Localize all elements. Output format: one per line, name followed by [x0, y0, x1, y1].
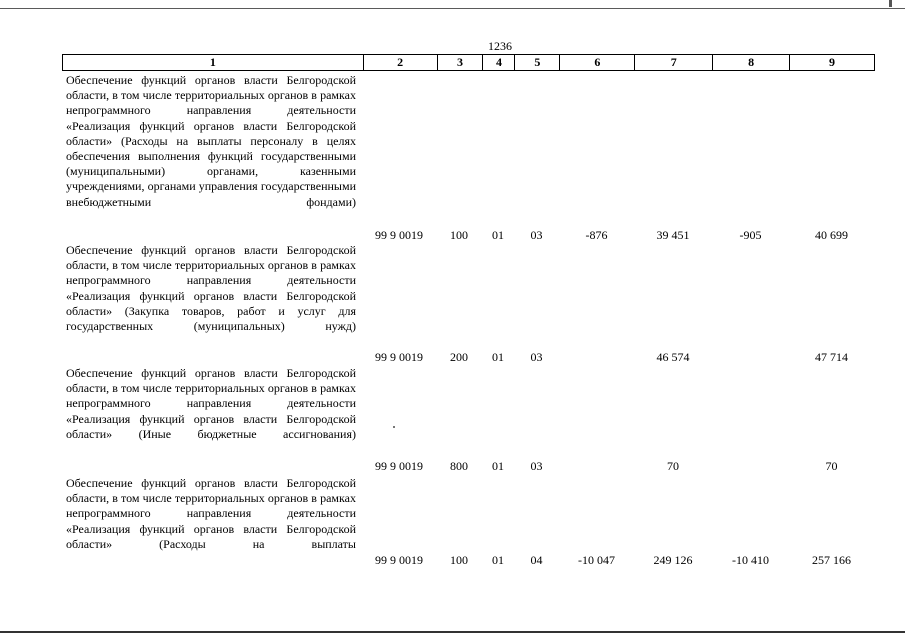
cell-col-9: 40 699: [815, 228, 848, 242]
cell-col-6: -10 047: [578, 553, 615, 567]
header-col-2: 2: [363, 55, 437, 70]
cell-subsection: 03: [530, 228, 543, 242]
scan-mark: [889, 0, 892, 7]
scan-edge-bottom: [0, 631, 905, 633]
cell-col-7: 39 451: [656, 228, 690, 242]
cell-col-8: -905: [739, 228, 762, 242]
header-col-9: 9: [789, 55, 874, 70]
cell-col-8: -10 410: [732, 553, 769, 567]
cell-section: 01: [492, 553, 504, 567]
cell-section: 01: [492, 459, 504, 473]
cell-target-code: 99 9 0019: [375, 459, 423, 473]
table-row: [62, 476, 875, 568]
cell-col-7: 46 574: [656, 350, 690, 364]
table-row: [62, 243, 875, 365]
table-row: [62, 73, 875, 243]
cell-col-9: 257 166: [812, 553, 851, 567]
scan-speck: [393, 426, 395, 428]
cell-subsection: 04: [530, 553, 543, 567]
cell-target-code: 99 9 0019: [375, 228, 423, 242]
cell-target-code: 99 9 0019: [375, 553, 423, 567]
header-col-1: 1: [209, 55, 216, 69]
row-description: Обеспечение функций органов власти Белгородской области, в том числе территориальных органов в рамках непрограммного направления деятельности «Реализация функций органов власти Белгородской области» (Закупка товаров, работ и услуг для государственных (муниципальных) нужд): [66, 243, 356, 334]
cell-col-7: 249 126: [653, 553, 693, 567]
cell-col-6: -876: [585, 228, 608, 242]
header-col-5: 5: [514, 55, 559, 70]
cell-subsection: 03: [530, 459, 543, 473]
header-col-7: 7: [634, 55, 712, 70]
header-col-8: 8: [712, 55, 789, 70]
cell-col-9: 47 714: [815, 350, 848, 364]
cell-expense-type: 200: [450, 350, 468, 364]
page-number: 1236: [488, 39, 512, 53]
cell-section: 01: [492, 228, 504, 242]
row-description: Обеспечение функций органов власти Белгородской области, в том числе территориальных органов в рамках непрограммного направления деятельности «Реализация функций органов власти Белгородской области» (Расходы на выплаты: [66, 476, 356, 551]
cell-target-code: 99 9 0019: [375, 350, 423, 364]
cell-section: 01: [492, 350, 504, 364]
scan-edge-top: [0, 8, 905, 9]
header-col-4: 4: [482, 55, 514, 70]
table-header: [62, 54, 875, 71]
cell-expense-type: 100: [450, 228, 468, 242]
row-description: Обеспечение функций органов власти Белгородской области, в том числе территориальных органов в рамках непрограммного направления деятельности «Реализация функций органов власти Белгородской области» (Расходы на выплаты персоналу в целях обеспечения выполнения функций государственными (муниципальными) органами, казенными учреждениями, органами управления государственными внебюджетными фондами): [66, 73, 356, 209]
cell-expense-type: 100: [450, 553, 468, 567]
row-description: Обеспечение функций органов власти Белгородской области, в том числе территориальных органов в рамках непрограммного направления деятельности «Реализация функций органов власти Белгородской области» (Иные бюджетные ассигнования): [66, 366, 356, 441]
table-row: [62, 366, 875, 474]
header-col-6: 6: [559, 55, 634, 70]
cell-col-9: 70: [825, 459, 838, 473]
cell-expense-type: 800: [450, 459, 468, 473]
cell-subsection: 03: [530, 350, 543, 364]
cell-col-7: 70: [667, 459, 679, 473]
header-col-3: 3: [437, 55, 483, 70]
